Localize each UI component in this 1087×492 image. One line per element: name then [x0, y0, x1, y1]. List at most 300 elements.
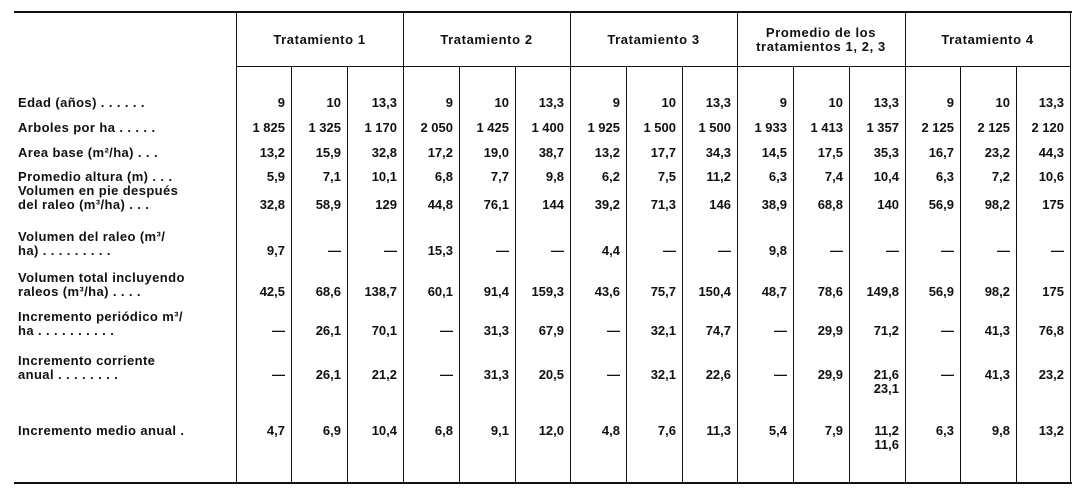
table-cell: [515, 146, 564, 160]
text-line: 4,8: [601, 423, 620, 438]
table-cell: [403, 198, 453, 212]
table-cell: [960, 146, 1010, 160]
text-line: 13,3: [1038, 95, 1064, 110]
text-line: 4,4: [601, 243, 620, 258]
table-cell: [570, 424, 620, 438]
text-line: —: [272, 367, 285, 382]
table-cell: [403, 368, 453, 382]
table-cell: [570, 121, 620, 135]
table-cell: [793, 198, 843, 212]
table-cell: [291, 424, 341, 438]
text-line: Arboles por ha . . . . .: [18, 121, 156, 135]
table-cell: [570, 244, 620, 258]
table-cell: [793, 244, 843, 258]
row-label: [18, 96, 236, 110]
table-cell: [960, 368, 1010, 382]
text-line: 7,6: [657, 423, 676, 438]
text-line: 1 500: [643, 120, 676, 135]
text-line: Volumen del raleo (m³/: [18, 230, 166, 244]
text-line: Tratamiento 2: [440, 32, 533, 47]
text-line: 39,2: [594, 197, 620, 212]
text-line: 29,9: [817, 323, 843, 338]
table-cell: [570, 170, 620, 184]
text-line: —: [886, 243, 899, 258]
text-line: 91,4: [483, 284, 509, 299]
table-cell: [291, 121, 341, 135]
table-cell: [459, 170, 509, 184]
row-label: [18, 146, 236, 160]
table-cell: [626, 244, 676, 258]
table-cell: [682, 324, 731, 338]
table-cell: [737, 96, 787, 110]
text-line: —: [607, 367, 620, 382]
text-line: 41,3: [984, 367, 1010, 382]
table-cell: [1016, 96, 1064, 110]
text-line: 1 357: [866, 120, 899, 135]
table-cell: [793, 424, 843, 438]
text-line: Tratamiento 3: [607, 32, 700, 47]
row-label: [18, 170, 236, 184]
text-line: —: [440, 367, 453, 382]
text-line: 56,9: [928, 284, 954, 299]
text-line: 38,7: [538, 145, 564, 160]
text-line: 146: [709, 197, 731, 212]
table-cell: [905, 170, 954, 184]
text-line: 44,3: [1038, 145, 1064, 160]
text-line: Incremento corriente: [18, 354, 156, 368]
table-bottom-rule: [14, 482, 1072, 484]
text-line: —: [774, 323, 787, 338]
text-line: 17,2: [427, 145, 453, 160]
row-label: [18, 354, 236, 382]
group-header: [737, 14, 905, 66]
table-cell: [347, 121, 397, 135]
text-line: 159,3: [531, 284, 564, 299]
table-cell: [236, 368, 285, 382]
text-line: 6,9: [322, 423, 341, 438]
text-line: tratamientos 1, 2, 3: [756, 39, 886, 54]
table-cell: [1016, 324, 1064, 338]
text-line: 10: [995, 95, 1010, 110]
text-line: 11,3: [706, 423, 731, 438]
table-cell: [682, 121, 731, 135]
text-line: —: [941, 243, 954, 258]
table-cell: [236, 424, 285, 438]
text-line: ha) . . . . . . . . .: [18, 243, 111, 258]
text-line: 74,7: [705, 323, 731, 338]
text-line: 9: [612, 95, 620, 110]
table-cell: [291, 324, 341, 338]
text-line: ha . . . . . . . . . .: [18, 323, 115, 338]
text-line: 34,3: [705, 145, 731, 160]
text-line: —: [1051, 243, 1064, 258]
text-line: Promedio altura (m) . . .: [18, 170, 173, 184]
text-line: 9: [946, 95, 954, 110]
text-line: 38,9: [761, 197, 787, 212]
table-cell: [515, 285, 564, 299]
text-line: 13,3: [873, 95, 899, 110]
table-cell: [849, 368, 899, 396]
table-cell: [960, 121, 1010, 135]
text-line: 13,2: [1038, 423, 1064, 438]
text-line: 31,3: [483, 367, 509, 382]
table-cell: [459, 146, 509, 160]
text-line: 1 500: [698, 120, 731, 135]
group-separator: [1070, 13, 1071, 482]
table-cell: [570, 96, 620, 110]
table-cell: [1016, 368, 1064, 382]
table-cell: [515, 244, 564, 258]
table-cell: [849, 96, 899, 110]
text-line: 144: [542, 197, 564, 212]
text-line: 98,2: [984, 284, 1010, 299]
text-line: 42,5: [259, 284, 285, 299]
table-cell: [793, 96, 843, 110]
text-line: 9: [445, 95, 453, 110]
table-cell: [347, 285, 397, 299]
table-cell: [291, 170, 341, 184]
table-cell: [347, 424, 397, 438]
table-cell: [737, 121, 787, 135]
table-cell: [682, 96, 731, 110]
text-line: 6,8: [434, 169, 453, 184]
text-line: 149,8: [866, 284, 899, 299]
table-cell: [737, 285, 787, 299]
table-cell: [570, 198, 620, 212]
text-line: 138,7: [364, 284, 397, 299]
table-cell: [515, 96, 564, 110]
text-line: Volumen total incluyendo: [18, 271, 185, 285]
table-cell: [849, 244, 899, 258]
text-line: 7,2: [991, 169, 1010, 184]
table-cell: [682, 368, 731, 382]
text-line: 9,1: [490, 423, 509, 438]
table-cell: [403, 96, 453, 110]
table-cell: [347, 198, 397, 212]
table-cell: [236, 285, 285, 299]
table-cell: [626, 424, 676, 438]
header-bottom-rule: [236, 66, 1070, 67]
text-line: 60,1: [427, 284, 453, 299]
group-header: [570, 14, 737, 66]
text-line: 1 413: [810, 120, 843, 135]
row-label: [18, 121, 236, 135]
text-line: 68,8: [817, 197, 843, 212]
text-line: 10: [326, 95, 341, 110]
text-line: 19,0: [483, 145, 509, 160]
text-line: —: [997, 243, 1010, 258]
text-line: 2 120: [1031, 120, 1064, 135]
table-cell: [570, 146, 620, 160]
text-line: 5,4: [768, 423, 787, 438]
text-line: —: [607, 323, 620, 338]
table-cell: [459, 285, 509, 299]
text-line: 150,4: [698, 284, 731, 299]
table-cell: [960, 285, 1010, 299]
table-cell: [905, 146, 954, 160]
table-cell: [737, 146, 787, 160]
table-cell: [905, 424, 954, 438]
text-line: 10,1: [371, 169, 397, 184]
table-cell: [459, 368, 509, 382]
table-cell: [960, 198, 1010, 212]
table-cell: [459, 96, 509, 110]
text-line: 98,2: [984, 197, 1010, 212]
table-cell: [1016, 170, 1064, 184]
text-line: 26,1: [315, 367, 341, 382]
table-cell: [291, 146, 341, 160]
text-line: 9: [277, 95, 285, 110]
table-cell: [849, 198, 899, 212]
text-line: 44,8: [427, 197, 453, 212]
text-line: Tratamiento 1: [273, 32, 366, 47]
table-cell: [793, 170, 843, 184]
table-cell: [737, 424, 787, 438]
text-line: del raleo (m³/ha) . . .: [18, 197, 150, 212]
text-line: 10,6: [1038, 169, 1064, 184]
text-line: 13,2: [594, 145, 620, 160]
text-line: 7,5: [657, 169, 676, 184]
table-cell: [403, 285, 453, 299]
table-cell: [403, 121, 453, 135]
table-cell: [905, 244, 954, 258]
text-line: —: [718, 243, 731, 258]
table-cell: [1016, 121, 1064, 135]
text-line: 16,7: [928, 145, 954, 160]
group-header: [905, 14, 1070, 66]
table-cell: [960, 170, 1010, 184]
table-cell: [236, 146, 285, 160]
table-cell: [236, 198, 285, 212]
text-line: 29,9: [817, 367, 843, 382]
table-cell: [291, 198, 341, 212]
table-cell: [905, 324, 954, 338]
text-line: anual . . . . . . . .: [18, 367, 119, 382]
table-cell: [347, 324, 397, 338]
text-line: 11,2: [706, 169, 731, 184]
table-top-rule: [14, 11, 1072, 13]
text-line: Incremento periódico m³/: [18, 310, 183, 324]
table-cell: [626, 96, 676, 110]
table-cell: [347, 368, 397, 382]
table-cell: [403, 424, 453, 438]
text-line: 6,3: [768, 169, 787, 184]
text-line: 78,6: [817, 284, 843, 299]
table-cell: [849, 146, 899, 160]
text-line: 76,1: [483, 197, 509, 212]
text-line: 6,2: [601, 169, 620, 184]
text-line: 71,3: [650, 197, 676, 212]
text-line: Area base (m²/ha) . . .: [18, 146, 158, 160]
text-line: 11,6: [874, 437, 899, 452]
text-line: 32,8: [259, 197, 285, 212]
text-line: 7,7: [490, 169, 509, 184]
row-label: [18, 310, 236, 338]
table-cell: [403, 244, 453, 258]
table-cell: [737, 170, 787, 184]
table-cell: [459, 424, 509, 438]
table-cell: [682, 244, 731, 258]
table-cell: [236, 96, 285, 110]
text-line: 13,3: [705, 95, 731, 110]
table-cell: [682, 424, 731, 438]
text-line: 32,8: [371, 145, 397, 160]
text-line: 6,3: [935, 423, 954, 438]
text-line: —: [496, 243, 509, 258]
group-header: [403, 14, 570, 66]
table-cell: [1016, 146, 1064, 160]
table-cell: [793, 324, 843, 338]
table-cell: [403, 146, 453, 160]
table-cell: [905, 96, 954, 110]
table-cell: [682, 170, 731, 184]
text-line: 14,5: [761, 145, 787, 160]
text-line: 71,2: [873, 323, 899, 338]
text-line: 17,5: [817, 145, 843, 160]
text-line: —: [440, 323, 453, 338]
text-line: 10,4: [873, 169, 899, 184]
table-cell: [347, 244, 397, 258]
table-cell: [1016, 198, 1064, 212]
table-cell: [626, 285, 676, 299]
table-cell: [960, 244, 1010, 258]
text-line: 48,7: [761, 284, 787, 299]
text-line: 9,7: [266, 243, 285, 258]
text-line: 4,7: [266, 423, 285, 438]
table-cell: [626, 170, 676, 184]
table-cell: [849, 285, 899, 299]
table-cell: [515, 424, 564, 438]
text-line: 58,9: [315, 197, 341, 212]
table-cell: [905, 198, 954, 212]
text-line: 70,1: [371, 323, 397, 338]
text-line: 9,8: [545, 169, 564, 184]
table-cell: [1016, 285, 1064, 299]
table-cell: [905, 121, 954, 135]
text-line: 20,5: [538, 367, 564, 382]
table-cell: [291, 244, 341, 258]
text-line: 10,4: [371, 423, 397, 438]
text-line: 56,9: [928, 197, 954, 212]
row-label: [18, 424, 236, 438]
text-line: —: [941, 323, 954, 338]
text-line: 5,9: [266, 169, 285, 184]
group-header: [236, 14, 403, 66]
text-line: 2 125: [977, 120, 1010, 135]
text-line: 43,6: [594, 284, 620, 299]
table-cell: [236, 244, 285, 258]
text-line: 140: [877, 197, 899, 212]
text-line: —: [663, 243, 676, 258]
table-cell: [347, 146, 397, 160]
text-line: 15,3: [427, 243, 453, 258]
table-cell: [849, 121, 899, 135]
text-line: 68,6: [315, 284, 341, 299]
table-cell: [905, 368, 954, 382]
table-cell: [960, 96, 1010, 110]
table-cell: [849, 324, 899, 338]
text-line: 9: [779, 95, 787, 110]
table-cell: [682, 146, 731, 160]
text-line: —: [551, 243, 564, 258]
text-line: 9,8: [768, 243, 787, 258]
text-line: 13,3: [371, 95, 397, 110]
table-cell: [570, 285, 620, 299]
text-line: 17,7: [650, 145, 676, 160]
table-cell: [236, 324, 285, 338]
text-line: 1 425: [476, 120, 509, 135]
table-cell: [515, 324, 564, 338]
text-line: 15,9: [315, 145, 341, 160]
text-line: —: [328, 243, 341, 258]
table-cell: [347, 96, 397, 110]
table-cell: [849, 170, 899, 184]
table-cell: [515, 170, 564, 184]
table-cell: [626, 146, 676, 160]
text-line: 12,0: [538, 423, 564, 438]
text-line: 129: [375, 197, 397, 212]
text-line: 9,8: [991, 423, 1010, 438]
table-cell: [291, 368, 341, 382]
row-label: [18, 230, 236, 258]
table-cell: [626, 198, 676, 212]
table-cell: [236, 121, 285, 135]
table-cell: [459, 198, 509, 212]
table-cell: [459, 244, 509, 258]
text-line: —: [774, 367, 787, 382]
text-line: 6,8: [434, 423, 453, 438]
text-line: 2 050: [420, 120, 453, 135]
text-line: Tratamiento 4: [941, 32, 1034, 47]
text-line: 21,6: [873, 367, 899, 382]
table-cell: [737, 368, 787, 382]
table-cell: [793, 146, 843, 160]
table-cell: [1016, 244, 1064, 258]
text-line: 1 825: [252, 120, 285, 135]
text-line: 23,2: [1038, 367, 1064, 382]
table-cell: [960, 424, 1010, 438]
table-cell: [682, 198, 731, 212]
text-line: 41,3: [984, 323, 1010, 338]
text-line: 10: [661, 95, 676, 110]
text-line: —: [272, 323, 285, 338]
text-line: Volumen en pie después: [18, 184, 179, 198]
text-line: 67,9: [538, 323, 564, 338]
table-cell: [570, 324, 620, 338]
row-label: [18, 271, 236, 299]
row-label: [18, 184, 236, 212]
text-line: 1 933: [754, 120, 787, 135]
table-cell: [626, 324, 676, 338]
text-line: 11,2: [874, 423, 899, 438]
text-line: 1 400: [531, 120, 564, 135]
text-line: Promedio de los: [765, 25, 877, 40]
text-line: 32,1: [650, 323, 676, 338]
table-cell: [849, 424, 899, 452]
text-line: 31,3: [483, 323, 509, 338]
text-line: —: [830, 243, 843, 258]
table-cell: [515, 368, 564, 382]
text-line: raleos (m³/ha) . . . .: [18, 284, 141, 299]
text-line: 76,8: [1038, 323, 1064, 338]
text-line: 1 170: [364, 120, 397, 135]
text-line: 6,3: [935, 169, 954, 184]
text-line: 1 925: [587, 120, 620, 135]
table-cell: [793, 121, 843, 135]
table-cell: [291, 285, 341, 299]
table-cell: [737, 244, 787, 258]
text-line: 26,1: [315, 323, 341, 338]
